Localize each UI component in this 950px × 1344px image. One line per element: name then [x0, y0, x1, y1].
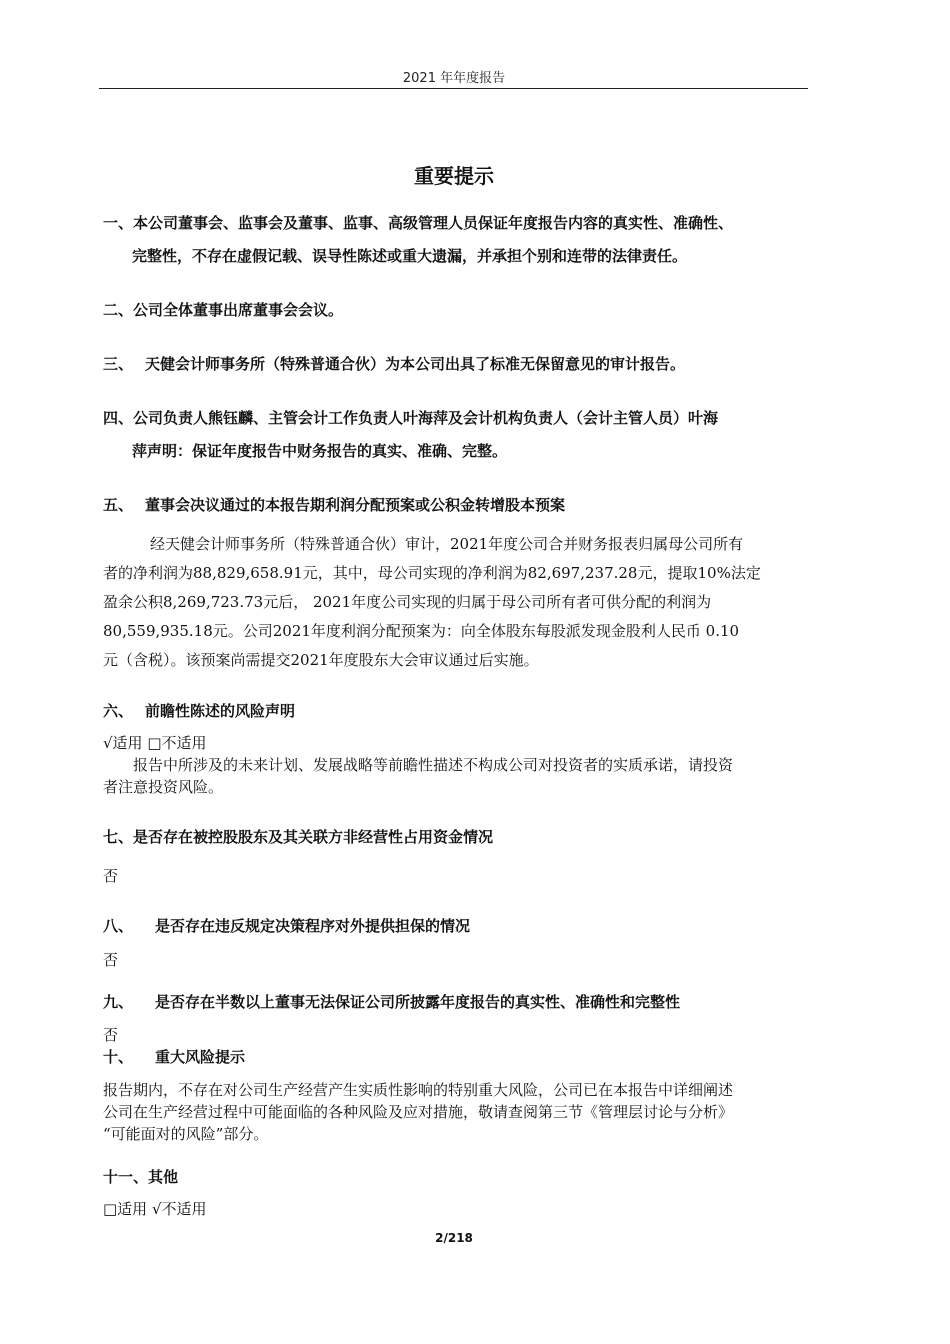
section-7-heading: [103, 826, 493, 847]
section-3-number: 三、: [103, 355, 134, 373]
section-10-paragraph-line-2: 公司在生产经营过程中可能面临的各种风险及应对措施，敬请查阅第三节《管理层讨论与分析》: [103, 1103, 734, 1121]
section-9-heading: [103, 991, 680, 1012]
section-6-paragraph-line-2: 者注意投资风险。: [103, 778, 224, 796]
section-5-paragraph-line-4: 80,559,935.18元。公司2021年度利润分配预案为：向全体股东每股派发现金股利人民币 0.10: [103, 622, 740, 640]
section-5-number: 五、: [103, 496, 134, 514]
section-7-answer: 否: [103, 867, 119, 885]
section-1-line-2: 完整性，不存在虚假记载、误导性陈述或重大遗漏，并承担个别和连带的法律责任。: [132, 247, 688, 265]
section-6-number: 六、: [103, 702, 134, 720]
section-11-number: 十一、: [103, 1168, 149, 1186]
section-9-number: 九、: [103, 993, 134, 1011]
section-10-number: 十、: [103, 1048, 134, 1066]
section-6-heading: [103, 700, 295, 721]
section-4-text: 公司负责人熊钰麟、主管会计工作负责人叶海萍及会计机构负责人（会计主管人员）叶海: [133, 409, 719, 427]
section-2-number: 二、: [103, 301, 134, 319]
header-rule: [99, 88, 808, 89]
section-10-title: 重大风险提示: [155, 1048, 246, 1066]
section-3-text: 天健会计师事务所（特殊普通合伙）为本公司出具了标准无保留意见的审计报告。: [145, 355, 686, 373]
section-6-paragraph-line-1: 报告中所涉及的未来计划、发展战略等前瞻性描述不构成公司对投资者的实质承诺，请投资: [133, 756, 734, 774]
section-7-title: 是否存在被控股股东及其关联方非经营性占用资金情况: [133, 828, 494, 846]
section-5-paragraph-line-5: 元（含税）。该预案尚需提交2021年度股东大会审议通过后实施。: [103, 651, 539, 669]
section-5-paragraph-line-1: 经天健会计师事务所（特殊普通合伙）审计，2021年度公司合并财务报表归属母公司所有: [150, 535, 744, 553]
section-1-number: 一、: [103, 214, 134, 232]
section-6-applicability: √适用 □不适用: [103, 734, 207, 752]
section-5-title: 董事会决议通过的本报告期利润分配预案或公积金转增股本预案: [145, 496, 566, 514]
section-1-text: 本公司董事会、监事会及董事、监事、高级管理人员保证年度报告内容的真实性、准确性、: [133, 214, 734, 232]
section-11-applicability: □适用 √不适用: [103, 1200, 207, 1218]
section-5-heading: [103, 494, 565, 515]
section-8-answer: 否: [103, 951, 119, 969]
page-title: 重要提示: [414, 164, 494, 188]
section-8-heading: [103, 915, 470, 936]
section-2: [103, 299, 343, 320]
section-11-heading: [103, 1166, 178, 1187]
section-9-answer: 否: [103, 1026, 119, 1044]
section-4-number: 四、: [103, 409, 134, 427]
page-number: 2/218: [435, 1231, 473, 1245]
section-9-title: 是否存在半数以上董事无法保证公司所披露年度报告的真实性、准确性和完整性: [155, 993, 681, 1011]
section-2-text: 公司全体董事出席董事会会议。: [133, 301, 344, 319]
section-4-line-1: [103, 407, 718, 428]
section-8-title: 是否存在违反规定决策程序对外提供担保的情况: [155, 917, 471, 935]
section-3: [103, 353, 685, 374]
section-8-number: 八、: [103, 917, 134, 935]
section-10-paragraph-line-3: “可能面对的风险”部分。: [103, 1125, 269, 1143]
section-10-paragraph-line-1: 报告期内，不存在对公司生产经营产生实质性影响的特别重大风险，公司已在本报告中详细阐述: [103, 1081, 734, 1099]
section-7-number: 七、: [103, 828, 134, 846]
section-5-paragraph-line-2: 者的净利润为88,829,658.91元，其中，母公司实现的净利润为82,697,237.28元，提取10%法定: [103, 564, 761, 582]
section-10-heading: [103, 1046, 245, 1067]
section-11-title: 其他: [148, 1168, 179, 1186]
running-header: 2021 年年度报告: [402, 71, 506, 86]
section-4-line-2: 萍声明：保证年度报告中财务报告的真实、准确、完整。: [132, 442, 508, 460]
section-1-line-1: [103, 212, 733, 233]
section-5-paragraph-line-3: 盈余公积8,269,723.73元后， 2021年度公司实现的归属于母公司所有者可供分配的利润为: [103, 593, 712, 611]
section-6-title: 前瞻性陈述的风险声明: [145, 702, 296, 720]
